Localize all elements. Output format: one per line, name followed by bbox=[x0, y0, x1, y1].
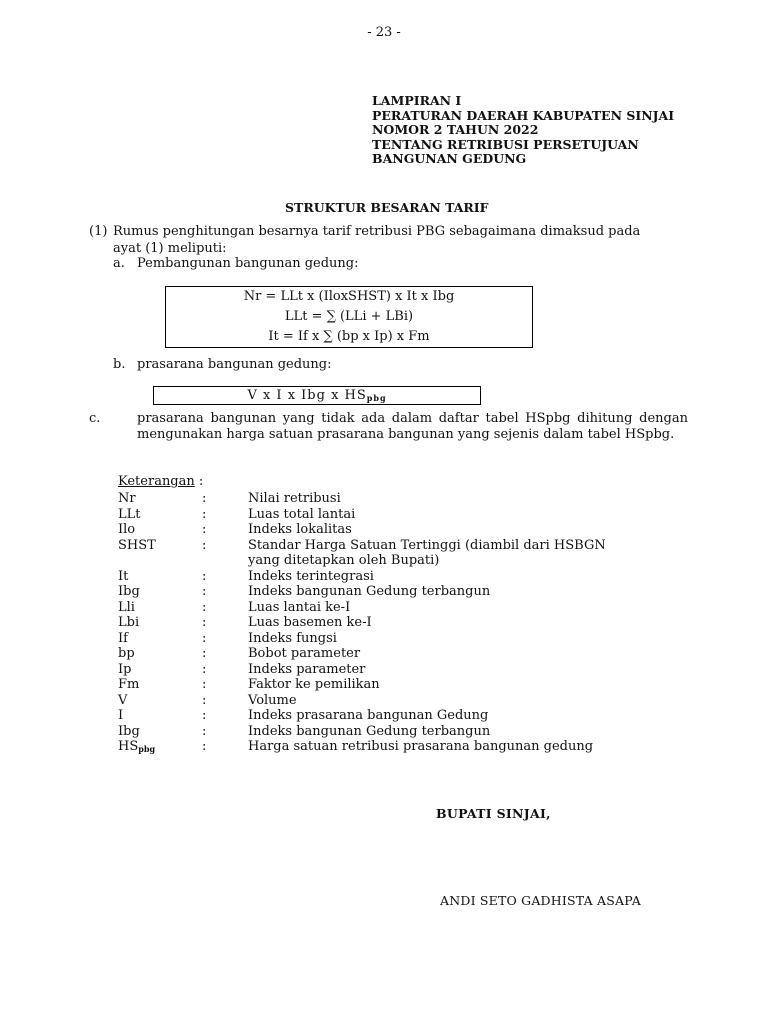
legend-colon: : bbox=[202, 584, 207, 599]
legend-colon: : bbox=[202, 568, 207, 584]
legend-colon: : bbox=[202, 708, 207, 723]
legend-description: Bobot parameter bbox=[248, 646, 361, 661]
item-text: c. prasarana bangunan yang tidak ada dalam daftar tabel HSpbg dihitung dengan mengunakan harga satuan prasarana bangunan yang sejenis dalam tabel HSpbg. bbox=[89, 411, 688, 442]
signatory-name: ANDI SETO GADHISTA ASAPA bbox=[440, 893, 641, 908]
formula-subscript: pbg bbox=[366, 393, 387, 403]
header-line: TENTANG RETRIBUSI PERSETUJUAN bbox=[372, 136, 639, 152]
legend-row bbox=[118, 724, 698, 740]
legend-description: Volume bbox=[248, 692, 297, 708]
legend-description: Luas basemen ke-I bbox=[248, 615, 372, 630]
item-c bbox=[89, 411, 688, 443]
legend-symbol: Nr bbox=[118, 491, 136, 506]
legend-row bbox=[118, 507, 698, 523]
legend-colon: : bbox=[202, 630, 207, 646]
legend-description: Luas total lantai bbox=[248, 506, 356, 522]
legend-row bbox=[118, 739, 698, 758]
legend-row bbox=[118, 584, 698, 600]
legend-symbol: LLt bbox=[118, 506, 141, 522]
item-text: prasarana bangunan gedung: bbox=[137, 357, 332, 372]
legend-row bbox=[118, 708, 698, 724]
legend-description: Luas lantai ke-I bbox=[248, 599, 351, 615]
legend-colon: : bbox=[202, 646, 207, 661]
legend-list bbox=[118, 491, 698, 758]
legend-description: Indeks bangunan Gedung terbangun bbox=[248, 723, 491, 739]
legend-description: Indeks fungsi bbox=[248, 630, 337, 646]
legend-colon: : bbox=[202, 615, 207, 630]
legend-colon: : bbox=[202, 661, 207, 677]
page-number: - 23 - bbox=[367, 25, 401, 40]
legend-title-colon: : bbox=[194, 474, 204, 489]
header-line: LAMPIRAN I bbox=[372, 93, 462, 108]
legend-row bbox=[118, 693, 698, 709]
legend-description: Standar Harga Satuan Tertinggi (diambil dari HSBGN yang ditetapkan oleh Bupati) bbox=[248, 537, 606, 568]
legend-colon: : bbox=[202, 599, 207, 615]
formula-box-building bbox=[165, 286, 533, 348]
legend-colon: : bbox=[202, 739, 207, 754]
formula-line bbox=[154, 388, 480, 403]
legend-symbol: Lbi bbox=[118, 615, 140, 630]
legend-row bbox=[118, 646, 698, 662]
legend-symbol: Ip bbox=[118, 661, 132, 677]
legend-colon: : bbox=[202, 491, 207, 506]
paragraph-text: Rumus penghitungan besarnya tarif retribusi PBG sebagaimana dimaksud pada bbox=[113, 224, 641, 239]
legend-row bbox=[118, 538, 698, 569]
legend-description: Indeks lokalitas bbox=[248, 522, 352, 537]
legend-symbol: SHST bbox=[118, 537, 156, 553]
formula-text: V x I x Ibg x HS bbox=[247, 388, 367, 403]
legend-colon: : bbox=[202, 677, 207, 692]
legend-row bbox=[118, 600, 698, 616]
legend-description: Indeks prasarana bangunan Gedung bbox=[248, 708, 489, 723]
legend-symbol: V bbox=[118, 692, 128, 708]
legend-row bbox=[118, 677, 698, 693]
legend-description: Indeks parameter bbox=[248, 661, 366, 677]
legend-symbol: bp bbox=[118, 646, 135, 661]
header-line: BANGUNAN GEDUNG bbox=[372, 151, 527, 166]
item-text: Pembangunan bangunan gedung: bbox=[137, 256, 359, 271]
header-line: PERATURAN DAERAH KABUPATEN SINJAI bbox=[372, 107, 675, 123]
legend-symbol: Ibg bbox=[118, 723, 140, 739]
legend-row bbox=[118, 615, 698, 631]
legend-symbol: Fm bbox=[118, 677, 140, 692]
document-header bbox=[372, 94, 674, 167]
legend-description: Harga satuan retribusi prasarana bangunan gedung bbox=[248, 739, 594, 754]
legend-description: Faktor ke pemilikan bbox=[248, 677, 380, 692]
legend-symbol: Ilo bbox=[118, 522, 136, 537]
formula-line: LLt = ∑ (LLi + LBi) bbox=[284, 309, 414, 324]
legend-row bbox=[118, 631, 698, 647]
header-line: NOMOR 2 TAHUN 2022 bbox=[372, 122, 539, 137]
legend-symbol: Lli bbox=[118, 599, 135, 615]
paragraph-number: (1) bbox=[89, 224, 108, 239]
legend-description: Nilai retribusi bbox=[248, 491, 341, 506]
paragraph-text-continued: ayat (1) meliputi: bbox=[113, 240, 227, 256]
legend-symbol: If bbox=[118, 630, 128, 646]
legend-symbol: $HS_{pbg}$ bbox=[118, 739, 156, 754]
legend-colon: : bbox=[202, 522, 207, 537]
legend-row bbox=[118, 491, 698, 507]
item-label: b. bbox=[113, 357, 126, 372]
legend-row bbox=[118, 569, 698, 585]
legend-colon: : bbox=[202, 537, 207, 553]
legend-symbol: I bbox=[118, 708, 124, 723]
legend-colon: : bbox=[202, 723, 207, 739]
legend-title bbox=[118, 474, 203, 489]
signature-title: BUPATI SINJAI, bbox=[436, 806, 551, 821]
legend-symbol: It bbox=[118, 568, 129, 584]
formula-box-infrastructure bbox=[153, 386, 481, 405]
paragraph-1 bbox=[89, 224, 689, 257]
item-label: a. bbox=[113, 256, 125, 271]
legend-title-text: Keterangan bbox=[118, 474, 195, 489]
legend-description: Indeks terintegrasi bbox=[248, 568, 374, 584]
formula-line: Nr = LLt x (IloxSHST) x It x Ibg bbox=[243, 289, 455, 304]
legend-colon: : bbox=[202, 692, 207, 708]
item-a bbox=[113, 256, 359, 271]
legend-row bbox=[118, 662, 698, 678]
item-b bbox=[113, 357, 331, 372]
formula-line: It = If x ∑ (bp x Ip) x Fm bbox=[268, 329, 430, 344]
legend-symbol-subscript: pbg bbox=[138, 744, 156, 754]
legend-row bbox=[118, 522, 698, 538]
item-label: c. bbox=[89, 411, 101, 426]
legend-colon: : bbox=[202, 506, 207, 522]
legend-symbol: Ibg bbox=[118, 584, 140, 599]
section-title: STRUKTUR BESARAN TARIF bbox=[285, 200, 489, 215]
legend-description: Indeks bangunan Gedung terbangun bbox=[248, 584, 491, 599]
